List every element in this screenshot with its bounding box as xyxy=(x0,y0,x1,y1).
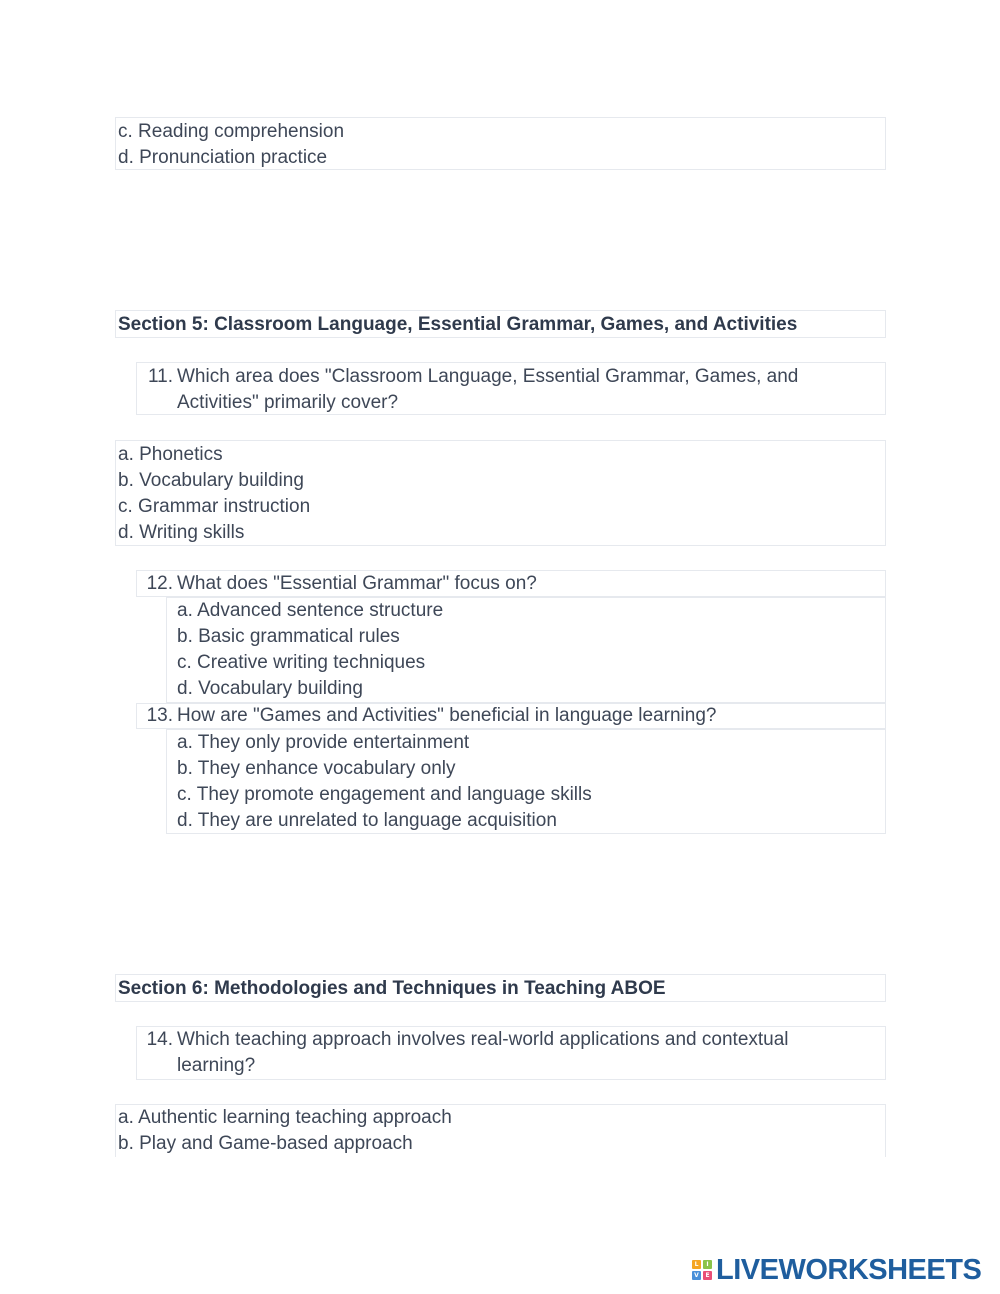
q11-text-line2: Activities" primarily cover? xyxy=(177,392,399,413)
q13-option-d: d. They are unrelated to language acquisition xyxy=(177,810,557,831)
q13-option-c: c. They promote engagement and language skills xyxy=(177,784,592,805)
q14-option-b: b. Play and Game-based approach xyxy=(118,1133,413,1154)
q14-option-a: a. Authentic learning teaching approach xyxy=(118,1107,452,1128)
q12-option-c: c. Creative writing techniques xyxy=(177,652,426,673)
q11-number: 11. xyxy=(147,366,173,387)
q12-number: 12. xyxy=(146,573,173,594)
q13-option-b: b. They enhance vocabulary only xyxy=(177,758,456,779)
q12-option-a: a. Advanced sentence structure xyxy=(177,600,444,621)
option-c-reading: c. Reading comprehension xyxy=(118,121,345,142)
q14-text-line1: Which teaching approach involves real-world applications and contextual xyxy=(177,1029,789,1050)
q12-option-d: d. Vocabulary building xyxy=(177,678,363,699)
q11-option-a: a. Phonetics xyxy=(118,444,223,465)
option-d-pronunciation: d. Pronunciation practice xyxy=(118,147,328,168)
q11-option-d: d. Writing skills xyxy=(118,522,245,543)
q13-option-a: a. They only provide entertainment xyxy=(177,732,470,753)
q13-number: 13. xyxy=(146,705,173,726)
q12-text: What does "Essential Grammar" focus on? xyxy=(177,573,537,594)
q12-option-b: b. Basic grammatical rules xyxy=(177,626,400,647)
logo-mark-e: E xyxy=(703,1271,712,1280)
logo-text: LIVEWORKSHEETS xyxy=(716,1253,982,1286)
liveworksheets-logo xyxy=(692,1254,981,1286)
q14-number: 14. xyxy=(146,1029,173,1050)
logo-mark-l: L xyxy=(692,1260,701,1269)
q11-option-b: b. Vocabulary building xyxy=(118,470,304,491)
logo-mark-v: V xyxy=(692,1271,701,1280)
q13-text: How are "Games and Activities" beneficial in language learning? xyxy=(177,705,717,726)
section6-title: Section 6: Methodologies and Techniques in Teaching ABOE xyxy=(118,978,666,999)
q11-text-line1: Which area does "Classroom Language, Essential Grammar, Games, and xyxy=(177,366,799,387)
logo-mark-i: I xyxy=(703,1260,712,1269)
section5-title: Section 5: Classroom Language, Essential Grammar, Games, and Activities xyxy=(118,314,798,335)
q14-text-line2: learning? xyxy=(177,1055,256,1076)
q11-option-c: c. Grammar instruction xyxy=(118,496,311,517)
logo-mark-icon xyxy=(692,1260,712,1280)
